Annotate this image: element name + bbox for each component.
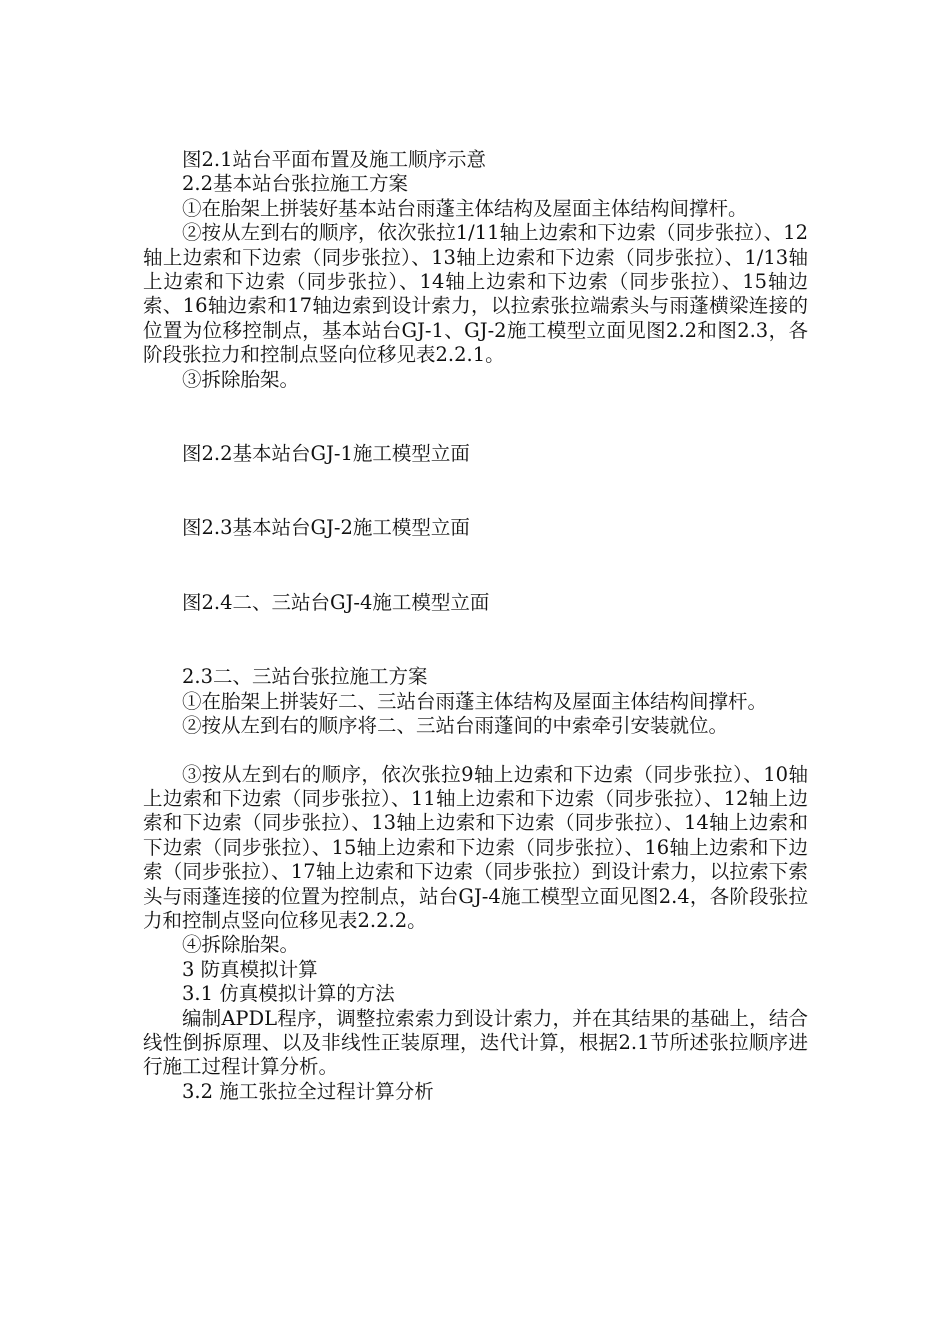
paragraph-step-3b: ③按从左到右的顺序，依次张拉9轴上边索和下边索（同步张拉）、10轴上边索和下边索（同步张拉）、11轴上边索和下边索（同步张拉）、12轴上边索和下边索（同步张拉）、13轴上边索和下边索（同步张拉）、14轴上边索和下边索（同步张拉）、15轴上边索和下边索（同步张拉）、16轴上边索和下边索（同步张拉）、17轴上边索和下边索（同步张拉）到设计索力，以拉索下索头与雨蓬连接的位置为控制点，站台GJ-4施工模型立面见图2.4，各阶段张拉力和控制点竖向位移见表2.2.2。 [143, 762, 808, 932]
figure-placeholder-gap [143, 615, 808, 665]
paragraph-step-1: ①在胎架上拼装好基本站台雨蓬主体结构及屋面主体结构间撑杆。 [182, 196, 748, 220]
paragraph-method: 编制APDL程序，调整拉索索力到设计索力，并在其结果的基础上，结合线性倒拆原理、以及非线性正装原理，迭代计算，根据2.1节所述张拉顺序进行施工过程计算分析。 [143, 1006, 808, 1079]
paragraph-gap [143, 739, 808, 763]
section-heading-2-2: 2.2基本站台张拉施工方案 [182, 172, 409, 196]
figure-caption-2-1: 图2.1站台平面布置及施工顺序示意 [182, 148, 487, 171]
paragraph-step-2: ②按从左到右的顺序，依次张拉1/11轴上边索和下边索（同步张拉）、12轴上边索和下边索（同步张拉）、13轴上边索和下边索（同步张拉）、1/13轴上边索和下边索（同步张拉）、14轴上边索和下边索（同步张拉）、15轴边索、16轴边索和17轴边索到设计索力，以拉索张拉端索头与雨蓬横梁连接的位置为位移控制点，基本站台GJ-1、GJ-2施工模型立面见图2.2和图2.3，各阶段张拉力和控制点竖向位移见表2.2.1。 [143, 221, 808, 367]
section-heading-3-1: 3.1 仿真模拟计算的方法 [182, 982, 395, 1006]
figure-placeholder-gap [143, 392, 808, 442]
figure-placeholder-gap [143, 541, 808, 591]
paragraph-step-4b: ④拆除胎架。 [182, 933, 300, 957]
section-heading-2-3: 2.3二、三站台张拉施工方案 [182, 665, 428, 689]
figure-placeholder-gap [143, 466, 808, 516]
section-heading-3-2: 3.2 施工张拉全过程计算分析 [182, 1079, 434, 1103]
figure-caption-2-2: 图2.2基本站台GJ-1施工模型立面 [182, 442, 470, 466]
document-body [143, 148, 808, 1104]
paragraph-step-3: ③拆除胎架。 [182, 367, 300, 391]
paragraph-step-2b: ②按从左到右的顺序将二、三站台雨蓬间的中索牵引安装就位。 [182, 714, 729, 738]
paragraph-step-1b: ①在胎架上拼装好二、三站台雨蓬主体结构及屋面主体结构间撑杆。 [182, 689, 768, 713]
section-heading-3: 3 防真模拟计算 [182, 957, 318, 981]
figure-caption-2-3: 图2.3基本站台GJ-2施工模型立面 [182, 516, 470, 540]
figure-caption-2-4: 图2.4二、三站台GJ-4施工模型立面 [182, 590, 490, 614]
